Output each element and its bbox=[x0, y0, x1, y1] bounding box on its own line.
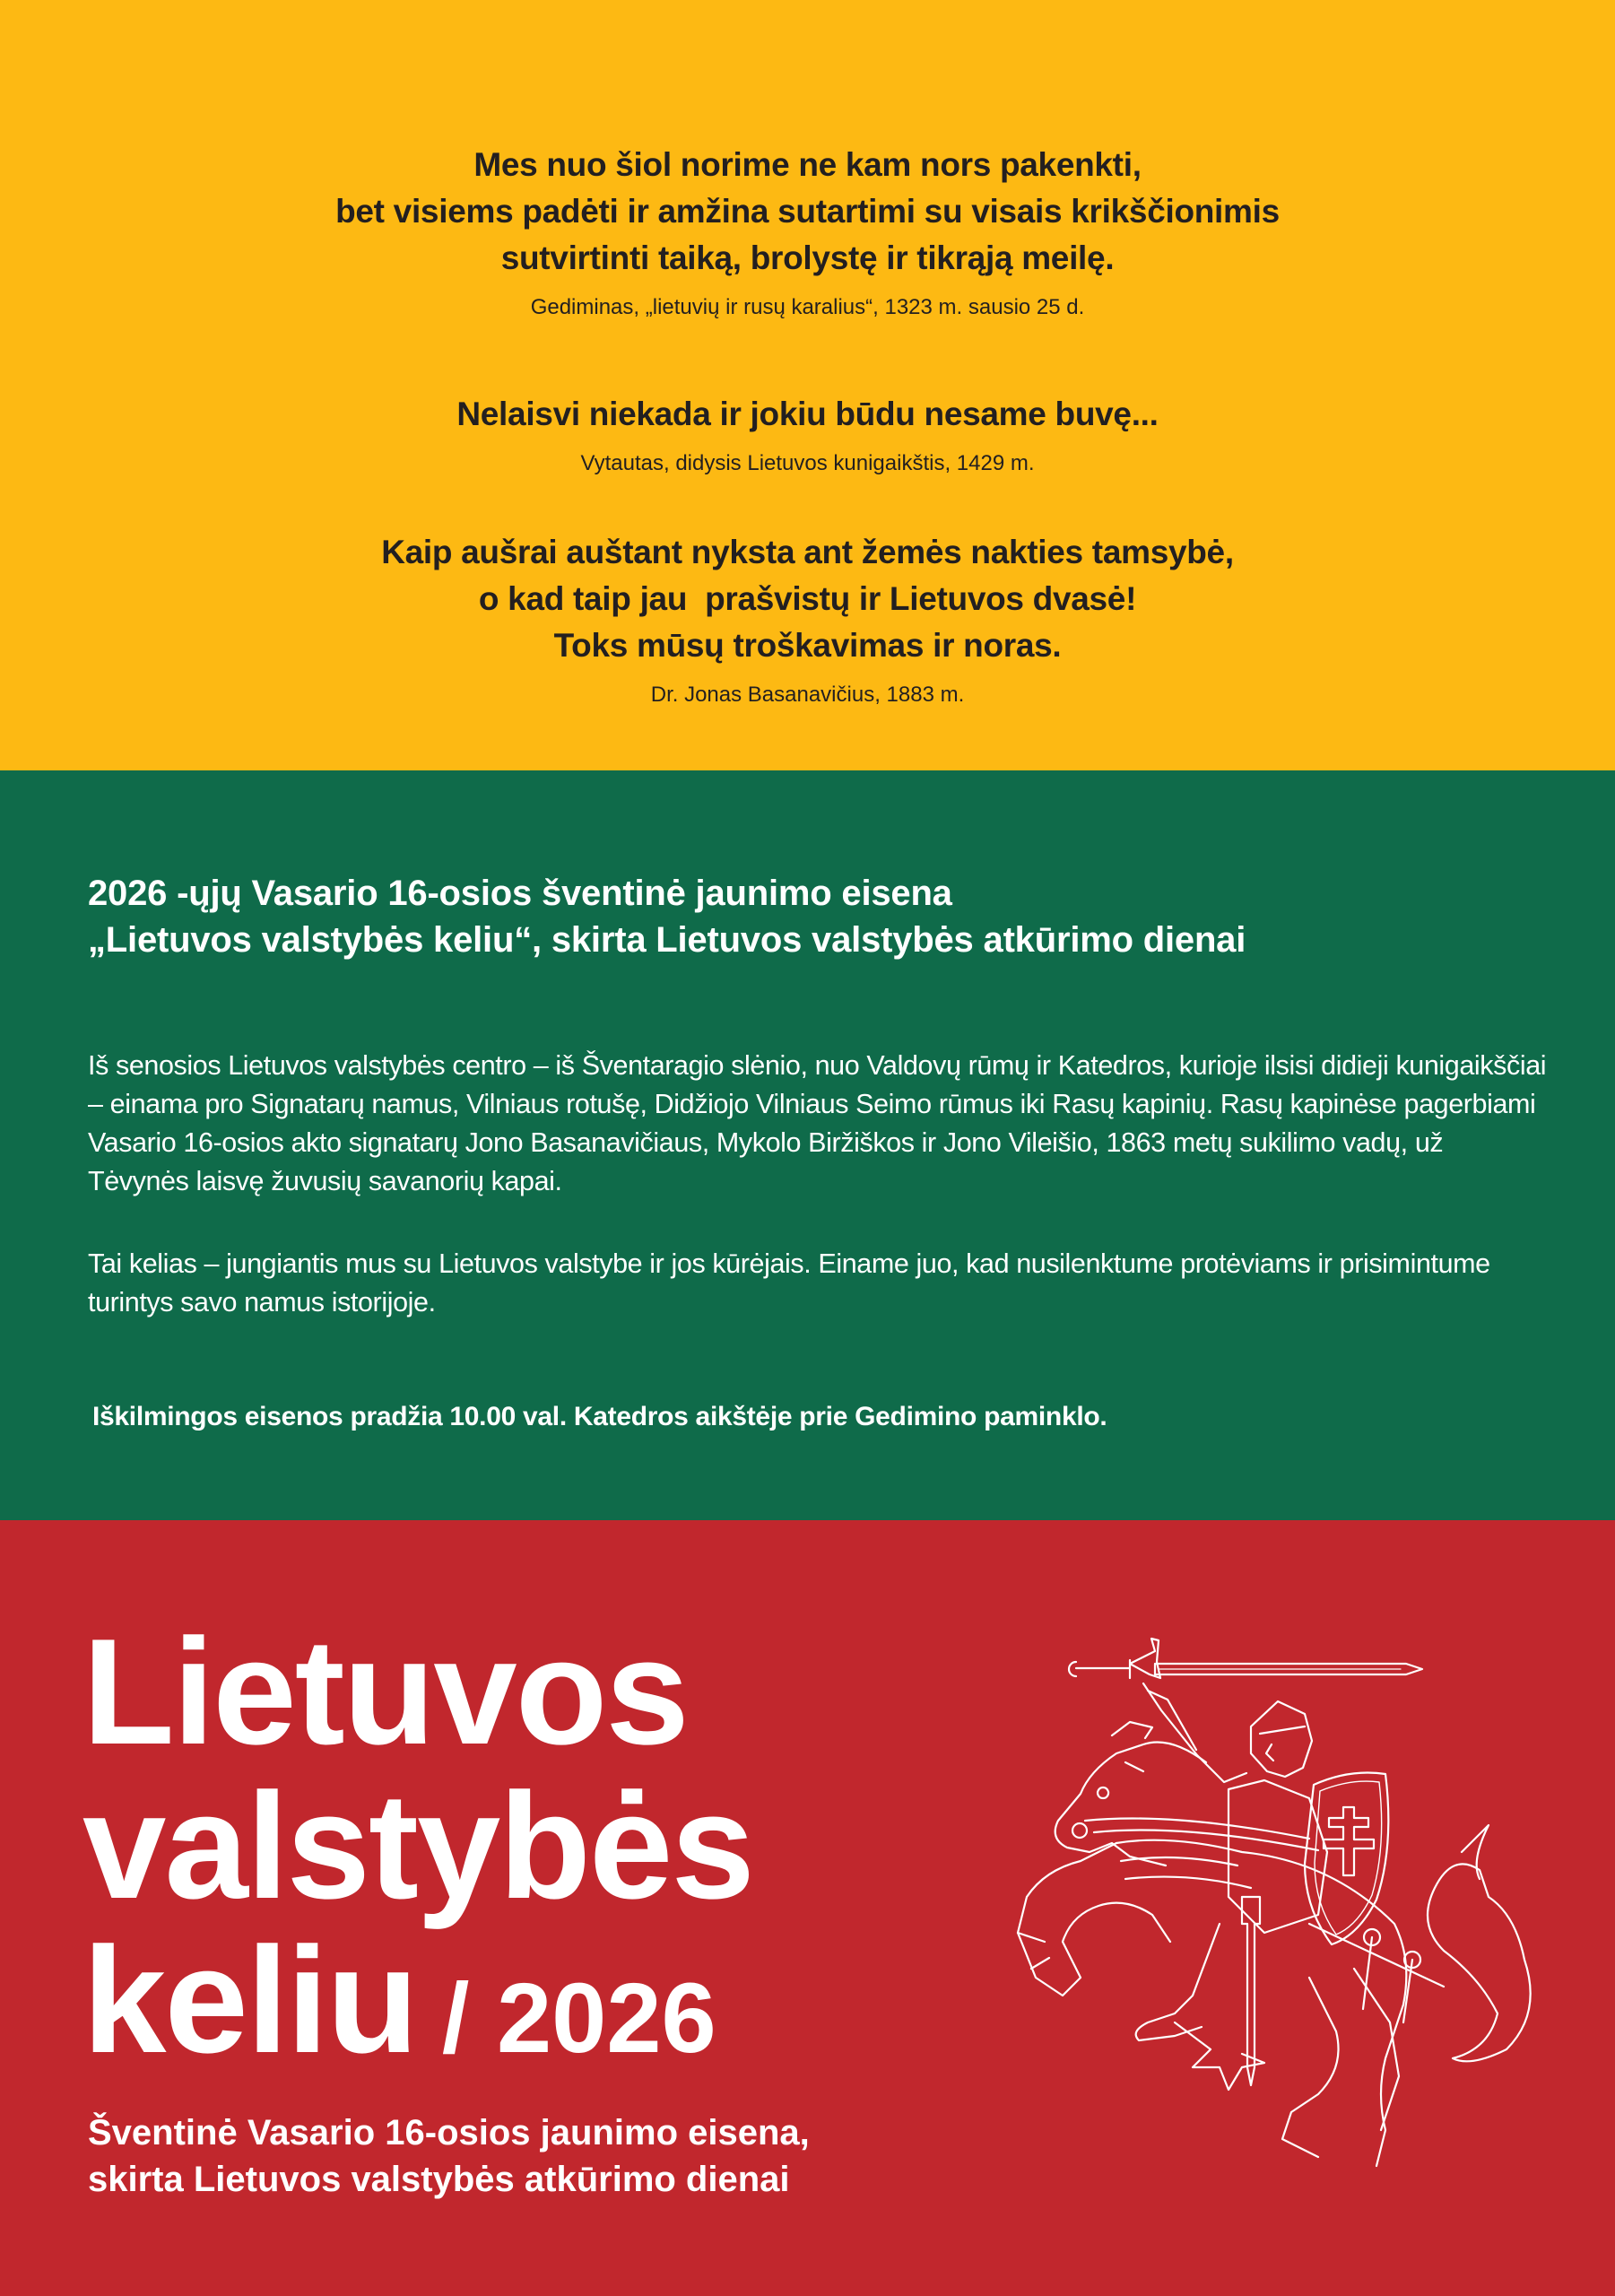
event-title-line: 2026 -ųjų Vasario 16-osios šventinė jaunimo eisena bbox=[88, 874, 952, 913]
quote-source: Gediminas, „lietuvių ir rusų karalius“, 1323 m. sausio 25 d. bbox=[530, 295, 1085, 319]
vytis-knight-icon bbox=[1013, 1628, 1533, 2175]
quote-line: bet visiems padėti ir amžina sutartimi su visais krikščionimis bbox=[335, 193, 1280, 230]
poster-subtitle-line: skirta Lietuvos valstybės atkūrimo dienai bbox=[88, 2160, 790, 2199]
poster-year: / 2026 bbox=[441, 1963, 716, 2074]
quote-line: Mes nuo šiol norime ne kam nors pakenkti, bbox=[473, 146, 1142, 183]
poster-title-section bbox=[0, 1520, 1615, 2296]
quote-line: o kad taip jau prašvistų ir Lietuvos dvasė! bbox=[478, 580, 1137, 617]
poster-title-line: Lietuvos bbox=[82, 1607, 688, 1776]
event-title-line: „Lietuvos valstybės keliu“, skirta Lietuvos valstybės atkūrimo dienai bbox=[88, 920, 1246, 960]
quote-text bbox=[0, 529, 1615, 669]
quote-line: sutvirtinti taiką, brolystę ir tikrąją meilę. bbox=[500, 239, 1115, 276]
quote-gediminas bbox=[0, 142, 1615, 321]
quote-source: Vytautas, didysis Lietuvos kunigaikštis, 1429 m. bbox=[580, 451, 1035, 475]
event-start-note: Iškilmingos eisenos pradžia 10.00 val. Katedros aikštėje prie Gedimino paminklo. bbox=[92, 1402, 1107, 1431]
quote-line: Toks mūsų troškavimas ir noras. bbox=[553, 627, 1062, 664]
quote-vytautas bbox=[0, 391, 1615, 477]
quote-basanavicius bbox=[0, 529, 1615, 709]
quote-text bbox=[0, 391, 1615, 438]
event-purpose-paragraph: Tai kelias – jungiantis mus su Lietuvos valstybe ir jos kūrėjais. Einame juo, kad nusilenktume protėviams ir prisimintume turintys savo namus istorijoje. bbox=[88, 1248, 1490, 1318]
poster-subtitle bbox=[88, 2109, 810, 2203]
event-title bbox=[88, 870, 1246, 963]
quote-line: Nelaisvi niekada ir jokiu būdu nesame buvę... bbox=[456, 396, 1159, 432]
poster-title bbox=[82, 1607, 753, 2096]
poster-title-line: valstybės bbox=[82, 1761, 753, 1930]
event-info-section bbox=[0, 770, 1615, 1520]
quote-source: Dr. Jonas Basanavičius, 1883 m. bbox=[650, 683, 965, 707]
poster-subtitle-line: Šventinė Vasario 16-osios jaunimo eisena, bbox=[88, 2113, 810, 2152]
poster-title-line: keliu bbox=[82, 1916, 417, 2084]
quote-line: Kaip aušrai auštant nyksta ant žemės nakties tamsybė, bbox=[381, 534, 1234, 570]
quotes-section bbox=[0, 0, 1615, 770]
event-route-paragraph: Iš senosios Lietuvos valstybės centro – iš Šventaragio slėnio, nuo Valdovų rūmų ir Katedros, kurioje ilsisi didieji kunigaikščiai – einama pro Signatarų namus, Vilniaus rotušę, Didžiojo Vilniaus Seimo rūmus iki Rasų kapinių. Rasų kapinėse pagerbiami Vasario 16-osios akto signatarų Jono Basanavičiaus, Mykolo Biržiškos ir Jono Vileišio, 1863 metų sukilimo vadų, už Tėvynės laisvę žuvusių savanorių kapai. bbox=[88, 1050, 1547, 1196]
quote-text bbox=[0, 142, 1615, 282]
